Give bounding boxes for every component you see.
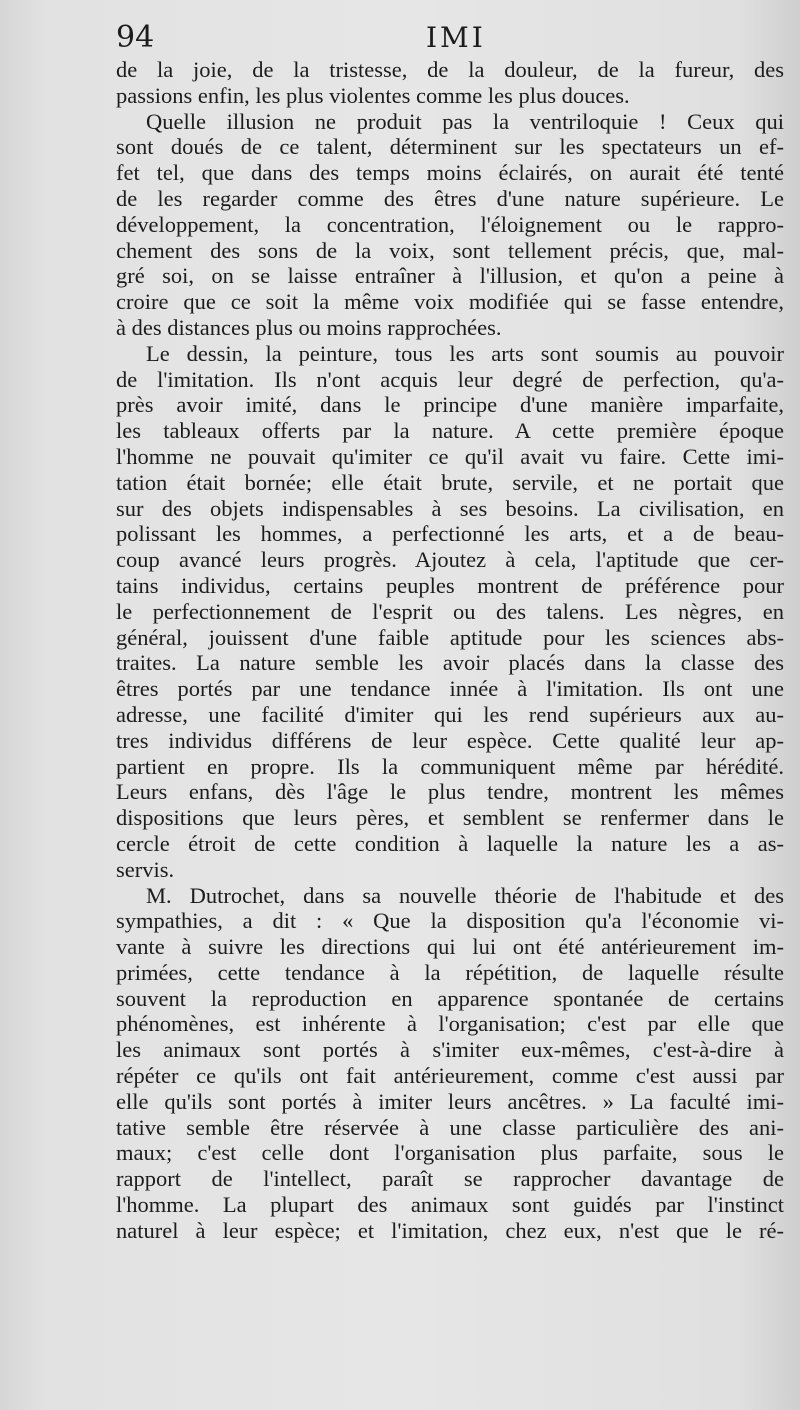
text-line: servis. <box>116 856 175 882</box>
text-line: fet tel, que dans des temps moins éclairés, on aurait été tenté <box>116 160 784 186</box>
text-line: naturel à leur espèce; et l'imitation, chez eux, n'est que le ré- <box>116 1217 784 1243</box>
text-line: sont doués de ce talent, déterminent sur les spectateurs un ef- <box>116 134 784 160</box>
text-line: chement des sons de la voix, sont tellement précis, que, mal- <box>116 237 784 263</box>
text-line: Le dessin, la peinture, tous les arts sont soumis au pouvoir <box>146 340 784 366</box>
text-line: dispositions que leurs pères, et semblent se renfermer dans le <box>116 805 784 831</box>
text-line: de la joie, de la tristesse, de la douleur, de la fureur, des <box>116 57 784 82</box>
text-line: traites. La nature semble les avoir placés dans la classe des <box>116 650 784 676</box>
text-line: l'homme ne pouvait qu'imiter ce qu'il avait vu faire. Cette imi- <box>116 443 784 469</box>
text-line: général, jouissent d'une faible aptitude pour les sciences abs- <box>116 624 784 650</box>
text-line: de l'imitation. Ils n'ont acquis leur degré de perfection, qu'a- <box>116 366 784 392</box>
running-head: IMI <box>426 21 486 54</box>
body-text <box>116 57 784 1244</box>
page-number: 94 <box>116 20 155 55</box>
text-line: à des distances plus ou moins rapprochées. <box>116 314 502 340</box>
text-line: phénomènes, est inhérente à l'organisation; c'est par elle que <box>116 1011 784 1037</box>
text-line: passions enfin, les plus violentes comme les plus douces. <box>116 82 630 108</box>
text-line: les animaux sont portés à s'imiter eux-mêmes, c'est-à-dire à <box>116 1037 784 1063</box>
text-line: cercle étroit de cette condition à laquelle la nature les a as- <box>116 830 784 856</box>
text-line: sympathies, a dit : « Que la disposition qu'a l'économie vi- <box>116 908 784 934</box>
text-line: elle qu'ils sont portés à imiter leurs ancêtres. » La faculté imi- <box>116 1088 784 1114</box>
text-line: primées, cette tendance à la répétition, de laquelle résulte <box>116 959 784 985</box>
text-line: le perfectionnement de l'esprit ou des talens. Les nègres, en <box>116 598 784 624</box>
text-line: tative semble être réservée à une classe particulière des ani- <box>116 1114 784 1140</box>
text-line: près avoir imité, dans le principe d'une manière imparfaite, <box>116 392 784 418</box>
text-line: les tableaux offerts par la nature. A cette première époque <box>116 418 784 444</box>
text-line: développement, la concentration, l'éloignement ou le rappro- <box>116 211 784 237</box>
text-line: tains individus, certains peuples montrent de préférence pour <box>116 572 784 598</box>
text-line: l'homme. La plupart des animaux sont guidés par l'instinct <box>116 1192 784 1218</box>
text-line: Leurs enfans, dès l'âge le plus tendre, montrent les mêmes <box>116 779 784 805</box>
text-line: tation était bornée; elle était brute, servile, et ne portait que <box>116 469 784 495</box>
text-line: de les regarder comme des êtres d'une nature supérieure. Le <box>116 185 784 211</box>
text-line: répéter ce qu'ils ont fait antérieurement, comme c'est aussi par <box>116 1063 784 1089</box>
page-header <box>116 20 780 60</box>
text-line: Quelle illusion ne produit pas la ventriloquie ! Ceux qui <box>146 108 784 134</box>
text-line: polissant les hommes, a perfectionné les arts, et a de beau- <box>116 521 784 547</box>
text-line: adresse, une facilité d'imiter qui les rend supérieurs aux au- <box>116 701 784 727</box>
text-line: croire que ce soit la même voix modifiée qui se fasse entendre, <box>116 289 784 315</box>
text-line: êtres portés par une tendance innée à l'imitation. Ils ont une <box>116 676 784 702</box>
text-line: partient en propre. Ils la communiquent même par hérédité. <box>116 753 784 779</box>
text-line: souvent la reproduction en apparence spontanée de certains <box>116 985 784 1011</box>
text-line: coup avancé leurs progrès. Ajoutez à cela, l'aptitude que cer- <box>116 547 784 573</box>
text-line: tres individus différens de leur espèce. Cette qualité leur ap- <box>116 727 784 753</box>
text-line: rapport de l'intellect, paraît se rapprocher davantage de <box>116 1166 784 1192</box>
text-line: gré soi, on se laisse entraîner à l'illusion, et qu'on a peine à <box>116 263 784 289</box>
text-line: sur des objets indispensables à ses besoins. La civilisation, en <box>116 495 784 521</box>
text-line: maux; c'est celle dont l'organisation plus parfaite, sous le <box>116 1140 784 1166</box>
text-line: vante à suivre les directions qui lui ont été antérieurement im- <box>116 934 784 960</box>
text-line: M. Dutrochet, dans sa nouvelle théorie de l'habitude et des <box>146 882 784 908</box>
